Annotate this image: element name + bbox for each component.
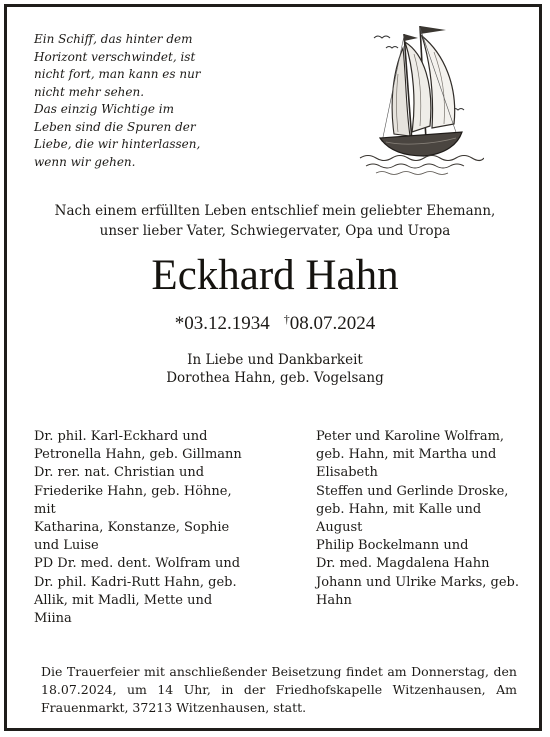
family-line: Allik, mit Madli, Mette und xyxy=(34,592,213,608)
poem xyxy=(34,31,234,171)
family-list-left xyxy=(34,428,259,628)
family-line: und Luise xyxy=(34,538,99,554)
family-line: Johann und Ulrike Marks, geb. xyxy=(316,574,519,590)
poem-line: Ein Schiff, das hinter dem xyxy=(34,32,193,46)
family-line: Katharina, Konstanze, Sophie xyxy=(34,520,230,536)
family-line: August xyxy=(316,520,363,536)
family-line: Dr. med. Magdalena Hahn xyxy=(316,556,490,572)
family-line: geb. Hahn, mit Martha und xyxy=(316,447,497,463)
family-line: geb. Hahn, mit Kalle und xyxy=(316,501,482,517)
family-list-right xyxy=(316,428,526,610)
mourning-line: Dorothea Hahn, geb. Vogelsang xyxy=(166,370,384,386)
family-line: Dr. phil. Karl-Eckhard und xyxy=(34,429,208,444)
death-date: 08.07.2024 xyxy=(289,313,376,334)
poem-line: Horizont verschwindet, ist xyxy=(34,49,196,64)
mourning-widow xyxy=(0,351,550,387)
death-date-group xyxy=(284,307,376,336)
poem-line: Liebe, die wir hinterlassen, xyxy=(34,137,201,151)
sailboat-icon xyxy=(354,14,484,179)
family-line: Peter und Karoline Wolfram, xyxy=(316,429,505,444)
intro-line: unser lieber Vater, Schwiegervater, Opa und Uropa xyxy=(99,223,451,239)
funeral-info: Die Trauerfeier mit anschließender Beisetzung findet am Donnerstag, den 18.07.2024, um 14 Uhr, in der Friedhofskapelle Witzenhausen, Am Frauenmarkt, 37213 Witzenhausen, statt. xyxy=(41,664,517,715)
family-line: Petronella Hahn, geb. Gillmann xyxy=(34,447,242,463)
cross-symbol: † xyxy=(283,312,290,326)
intro-text xyxy=(0,201,550,241)
family-line: Dr. rer. nat. Christian und xyxy=(34,465,205,481)
family-line: Hahn xyxy=(316,592,352,608)
mourning-line: In Liebe und Dankbarkeit xyxy=(187,352,363,368)
life-dates xyxy=(0,307,550,336)
family-line: Elisabeth xyxy=(316,465,378,481)
deceased-name: Eckhard Hahn xyxy=(151,252,399,299)
family-line: Steffen und Gerlinde Droske, xyxy=(316,483,509,499)
birth-date: *03.12.1934 xyxy=(174,313,270,334)
family-line: Miina xyxy=(34,611,72,627)
poem-line: nicht mehr sehen. xyxy=(34,84,145,99)
family-line: Philip Bockelmann und xyxy=(316,538,469,554)
poem-line: Das einzig Wichtige im xyxy=(34,102,174,116)
poem-line: Leben sind die Spuren der xyxy=(34,119,196,134)
family-line: mit xyxy=(34,501,56,517)
poem-line: wenn wir gehen. xyxy=(34,154,136,169)
intro-line: Nach einem erfüllten Leben entschlief mein geliebter Ehemann, xyxy=(54,203,496,219)
family-line: PD Dr. med. dent. Wolfram und xyxy=(34,556,241,572)
family-line: Friederike Hahn, geb. Höhne, xyxy=(34,483,232,499)
family-line: Dr. phil. Kadri-Rutt Hahn, geb. xyxy=(34,574,237,590)
poem-line: nicht fort, man kann es nur xyxy=(34,67,201,81)
